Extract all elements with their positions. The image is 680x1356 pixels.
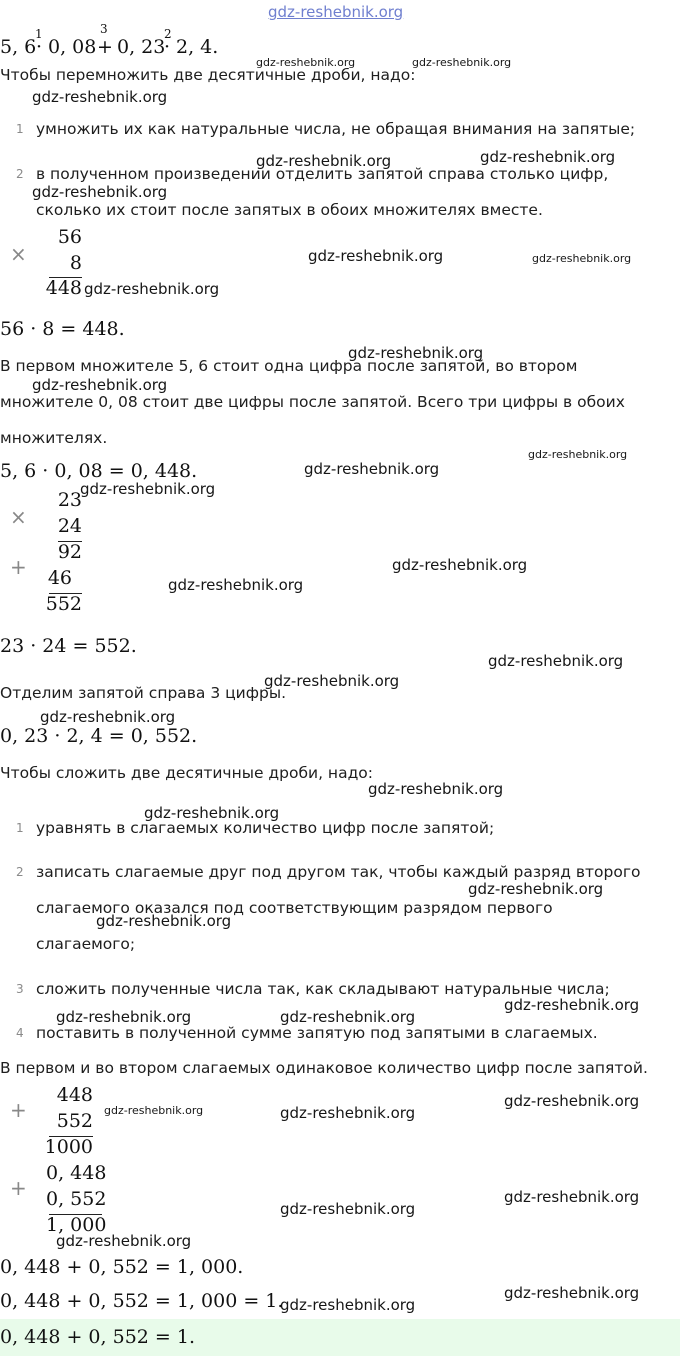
watermark: gdz-reshebnik.org [348,344,484,362]
calc2-partial-2: 46 [47,567,72,589]
equation-5: 0, 448 + 0, 552 = 1, 000. [0,1256,244,1278]
watermark: gdz-reshebnik.org [104,1104,204,1117]
watermark: gdz-reshebnik.org [480,148,616,166]
order-2: 2 [164,27,172,41]
watermark: gdz-reshebnik.org [468,880,604,898]
add-step-4-text: поставить в полученной сумме запятую под запятыми в слагаемых. [36,1024,598,1042]
watermark: gdz-reshebnik.org [308,247,444,265]
calc2-plus-sign: + [10,555,27,579]
watermark: gdz-reshebnik.org [392,556,528,574]
equation-1: 56 · 8 = 448. [0,318,125,340]
watermark: gdz-reshebnik.org [56,1008,192,1026]
calc1-times-sign: × [10,242,27,266]
mul-rule-intro: Чтобы перемножить две десятичные дроби, надо: [0,66,416,84]
watermark: gdz-reshebnik.org [80,480,216,498]
watermark: gdz-reshebnik.org [504,996,640,1014]
watermark: gdz-reshebnik.org [56,1232,192,1250]
top-watermark-link[interactable]: gdz-reshebnik.org [268,3,404,21]
calc3-operand-b: 552 [56,1110,93,1132]
watermark: gdz-reshebnik.org [280,1200,416,1218]
add-rule-intro: Чтобы сложить две десятичные дроби, надо: [0,764,373,782]
add-step-4-number: 4 [16,1026,24,1040]
explain1-line1: В первом множителе 5, 6 стоит одна цифра после запятой, во втором [0,357,578,375]
watermark: gdz-reshebnik.org [264,672,400,690]
watermark: gdz-reshebnik.org [488,652,624,670]
watermark: gdz-reshebnik.org [168,576,304,594]
mul-step-1-text: умножить их как натуральные числа, не обращая внимания на запятые; [36,120,636,138]
calc3-result: 1000 [44,1136,93,1158]
op-mul-2: · [164,36,171,58]
calc4-plus-sign: + [10,1176,27,1200]
calc2-result: 552 [45,593,82,615]
add-step-3-number: 3 [16,982,24,996]
order-3: 3 [100,22,108,36]
operand-d: 2, 4. [176,36,219,58]
watermark: gdz-reshebnik.org [84,280,220,298]
watermark: gdz-reshebnik.org [40,708,176,726]
watermark: gdz-reshebnik.org [504,1188,640,1206]
operand-c: 0, 23 [117,36,166,58]
calc2-partial-1: 92 [57,541,82,563]
add-step-1-number: 1 [16,821,24,835]
equation-3: 23 · 24 = 552. [0,635,137,657]
watermark: gdz-reshebnik.org [504,1284,640,1302]
equation-6: 0, 448 + 0, 552 = 1, 000 = 1. [0,1290,284,1312]
calc2-operand-a: 23 [57,489,82,511]
mul-step-2-text-line1: в полученном произведении отделить запятой справа столько цифр, [36,165,609,183]
watermark: gdz-reshebnik.org [256,152,392,170]
watermark: gdz-reshebnik.org [32,183,168,201]
order-1: 1 [35,27,43,41]
mul-step-2-number: 2 [16,167,24,181]
watermark: gdz-reshebnik.org [528,448,628,461]
calc4-result: 1, 000 [46,1214,107,1236]
watermark: gdz-reshebnik.org [32,88,168,106]
watermark: gdz-reshebnik.org [32,376,168,394]
mul-step-1-number: 1 [16,122,24,136]
explain1-line3: множителях. [0,429,108,447]
watermark: gdz-reshebnik.org [532,252,632,265]
watermark: gdz-reshebnik.org [280,1296,416,1314]
op-mul-1: · [36,36,43,58]
watermark: gdz-reshebnik.org [412,56,512,69]
explain1-line2: множителе 0, 08 стоит две цифры после запятой. Всего три цифры в обоих [0,393,625,411]
calc1-operand-b: 8 [69,252,82,274]
add-step-2-text-line2: слагаемого оказался под соответствующим разрядом первого [36,899,553,917]
watermark: gdz-reshebnik.org [304,460,440,478]
watermark: gdz-reshebnik.org [96,912,232,930]
add-step-2-number: 2 [16,865,24,879]
watermark: gdz-reshebnik.org [280,1104,416,1122]
operand-b: 0, 08 [48,36,97,58]
watermark: gdz-reshebnik.org [504,1092,640,1110]
problem-expression [0,22,260,64]
calc1-operand-a: 56 [57,226,82,248]
calc3-plus-sign: + [10,1098,27,1122]
equation-4: 0, 23 · 2, 4 = 0, 552. [0,725,198,747]
explain3: В первом и во втором слагаемых одинаковое количество цифр после запятой. [0,1059,648,1077]
watermark: gdz-reshebnik.org [368,780,504,798]
watermark: gdz-reshebnik.org [280,1008,416,1026]
calc1-result: 448 [45,277,82,299]
calc4-operand-a: 0, 448 [46,1162,107,1184]
mul-step-2-text-line2: сколько их стоит после запятых в обоих множителях вместе. [36,201,543,219]
final-answer: 0, 448 + 0, 552 = 1. [0,1326,195,1348]
add-step-2-text-line3: слагаемого; [36,935,136,953]
watermark: gdz-reshebnik.org [144,804,280,822]
calc2-times-sign: × [10,505,27,529]
add-step-3-text: сложить полученные числа так, как складывают натуральные числа; [36,980,610,998]
explain2: Отделим запятой справа 3 цифры. [0,684,287,702]
add-step-1-text: уравнять в слагаемых количество цифр после запятой; [36,819,495,837]
watermark: gdz-reshebnik.org [256,56,356,69]
op-plus: + [97,36,113,58]
calc2-operand-b: 24 [57,515,82,537]
calc3-operand-a: 448 [56,1084,93,1106]
add-step-2-text-line1: записать слагаемые друг под другом так, чтобы каждый разряд второго [36,863,641,881]
calc4-operand-b: 0, 552 [46,1188,107,1210]
operand-a: 5, 6 [0,36,37,58]
equation-2: 5, 6 · 0, 08 = 0, 448. [0,460,198,482]
